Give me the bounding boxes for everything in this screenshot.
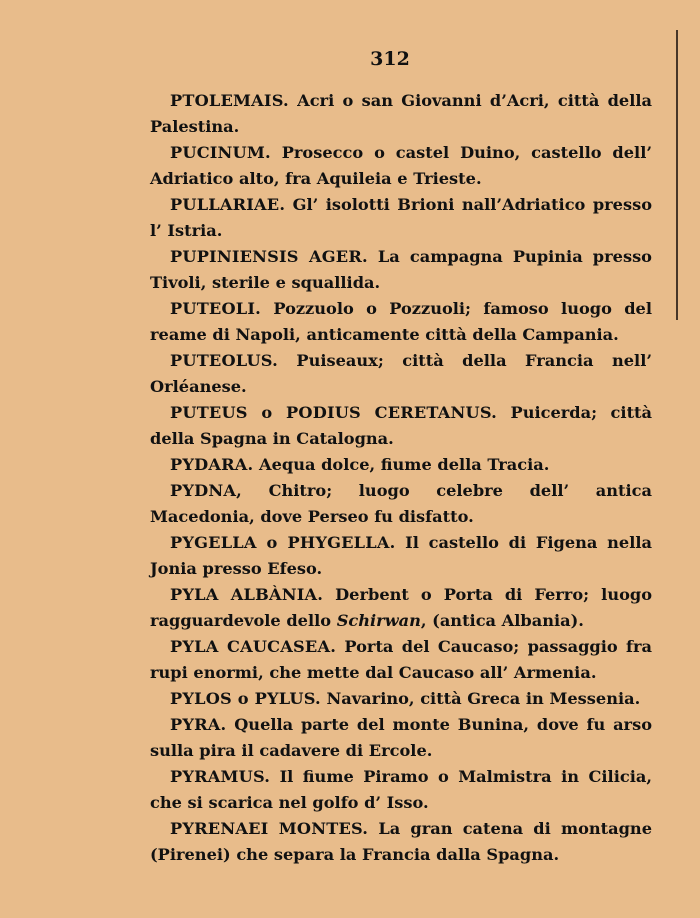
entry-text: Derbent o Porta di Ferro; luogo ragguardevole dello: [150, 585, 652, 630]
entry-text-continued: , (antica Albania).: [420, 611, 584, 630]
page-number: 312: [370, 48, 410, 70]
entry-text: Porta del Caucaso; passaggio fra rupi enormi, che mette dal Caucaso all’ Armenia.: [150, 637, 652, 682]
entry-pyramus: [150, 764, 652, 816]
entry-pylos: [150, 686, 652, 712]
entry-text: La campagna Pupinia presso Tivoli, sterile e squallida.: [150, 247, 652, 292]
entry-pydara: [150, 452, 652, 478]
entry-headword: PUTEUS o PODIUS CERETANUS.: [170, 403, 498, 422]
entry-text: Chitro; luogo celebre dell’ antica Macedonia, dove Perseo fu disfatto.: [150, 481, 652, 526]
entry-headword: PUTEOLUS.: [170, 351, 278, 370]
entry-pyra: [150, 712, 652, 764]
entry-pyla-caucasea: [150, 634, 652, 686]
entry-pullariae: [150, 192, 652, 244]
entry-puteolus: [150, 348, 652, 400]
entry-text: Puicerda; città della Spagna in Catalogna.: [150, 403, 653, 448]
entry-ptolemais: [150, 88, 652, 140]
entry-text: Gl’ isolotti Brioni nall’Adriatico presso l’ Istria.: [150, 195, 652, 240]
entry-headword: PTOLEMAIS.: [170, 91, 289, 110]
entry-text: Il fiume Piramo o Malmistra in Cilicia, che si scarica nel golfo d’ Isso.: [150, 767, 652, 812]
entry-headword: PYGELLA o PHYGELLA.: [170, 533, 396, 552]
entry-headword: PYDNA,: [170, 481, 242, 500]
entry-puteus-podius-ceretanus: [150, 400, 652, 452]
entry-pydna: [150, 478, 652, 530]
entry-headword: PULLARIAE.: [170, 195, 286, 214]
entry-text: Puiseaux; città della Francia nell’ Orléanese.: [150, 351, 652, 396]
entry-text: Quella parte del monte Bunina, dove fu arso sulla pira il cadavere di Ercole.: [150, 715, 652, 760]
entry-headword: PYRA.: [170, 715, 227, 734]
entry-pyrenaei-montes: [150, 816, 652, 868]
entry-text: Il castello di Figena nella Jonia presso Efeso.: [150, 533, 652, 578]
entry-headword: PYLA CAUCASEA.: [170, 637, 337, 656]
entry-headword: PYRENAEI MONTES.: [170, 819, 369, 838]
entry-headword: PYLOS o PYLUS.: [170, 689, 321, 708]
entry-pupiniensis-ager: [150, 244, 652, 296]
page-edge-rule: [676, 30, 678, 320]
entry-pyla-albania: [150, 582, 652, 634]
entry-text: Acri o san Giovanni d’Acri, città della Palestina.: [150, 91, 652, 136]
entry-text: La gran catena di montagne (Pirenei) che separa la Francia dalla Spagna.: [150, 819, 652, 864]
entry-headword: PYLA ALBÀNIA.: [170, 585, 324, 604]
dictionary-entries: [150, 88, 652, 868]
entry-text: Navarino, città Greca in Messenia.: [320, 689, 641, 708]
entry-headword: PUPINIENSIS AGER.: [170, 247, 368, 266]
entry-text: Aequa dolce, fiume della Tracia.: [253, 455, 550, 474]
entry-pucinum: [150, 140, 652, 192]
entry-puteoli: [150, 296, 652, 348]
entry-headword: PYDARA.: [170, 455, 254, 474]
entry-headword: PUTEOLI.: [170, 299, 261, 318]
entry-headword: PYRAMUS.: [170, 767, 271, 786]
entry-headword: PUCINUM.: [170, 143, 271, 162]
entry-text: Pozzuolo o Pozzuoli; famoso luogo del reame di Napoli, anticamente città della Campania.: [150, 299, 652, 344]
entry-text: Prosecco o castel Duino, castello dell’ Adriatico alto, fra Aquileia e Trieste.: [150, 143, 652, 188]
entry-italic-term: Schirwan: [336, 611, 421, 630]
entry-pygella: [150, 530, 652, 582]
